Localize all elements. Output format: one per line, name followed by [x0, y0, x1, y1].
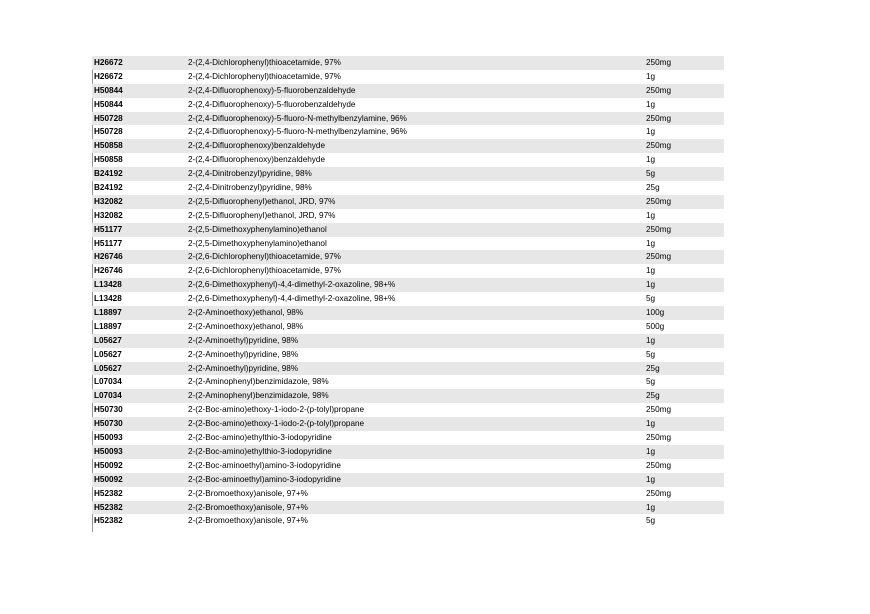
- product-name: 2-(2,4-Difluorophenoxy)-5-fluoro-N-methylbenzylamine, 96%: [188, 113, 407, 123]
- table-row: [92, 334, 724, 348]
- pack-size: 1g: [646, 280, 656, 290]
- product-code: L07034: [94, 391, 122, 401]
- table-row: [92, 320, 724, 334]
- table-row: [92, 237, 724, 251]
- product-name: 2-(2,6-Dimethoxyphenyl)-4,4-dimethyl-2-oxazoline, 98+%: [188, 294, 396, 304]
- table-row: [92, 153, 724, 167]
- product-code: H26672: [94, 71, 123, 81]
- pack-size: 1g: [646, 127, 656, 137]
- table-row: [92, 139, 724, 153]
- table-row: [92, 514, 724, 528]
- product-name: 2-(2-Aminoethyl)pyridine, 98%: [188, 349, 299, 359]
- product-name: 2-(2-Boc-amino)ethoxy-1-iodo-2-(p-tolyl)propane: [188, 405, 365, 415]
- product-name: 2-(2,4-Difluorophenoxy)benzaldehyde: [188, 155, 325, 165]
- product-name: 2-(2-Aminoethyl)pyridine, 98%: [188, 363, 299, 373]
- product-name: 2-(2-Bromoethoxy)anisole, 97+%: [188, 502, 308, 512]
- pack-size: 1g: [646, 502, 656, 512]
- product-code: H50844: [94, 85, 123, 95]
- pack-size: 1g: [646, 155, 656, 165]
- table-row: [92, 292, 724, 306]
- product-name: 2-(2-Boc-amino)ethoxy-1-iodo-2-(p-tolyl)propane: [188, 419, 365, 429]
- table-row: [92, 112, 724, 126]
- table-row: [92, 84, 724, 98]
- product-code: H32082: [94, 210, 123, 220]
- table-row: [92, 417, 724, 431]
- product-name: 2-(2-Boc-amino)ethylthio-3-iodopyridine: [188, 446, 332, 456]
- product-name: 2-(2,6-Dimethoxyphenyl)-4,4-dimethyl-2-oxazoline, 98+%: [188, 280, 396, 290]
- table-row: [92, 459, 724, 473]
- pack-size: 1g: [646, 210, 656, 220]
- pack-size: 250mg: [646, 85, 672, 95]
- product-code: H50844: [94, 99, 123, 109]
- product-name: 2-(2-Aminophenyl)benzimidazole, 98%: [188, 391, 329, 401]
- product-name: 2-(2-Aminoethoxy)ethanol, 98%: [188, 321, 304, 331]
- pack-size: 250mg: [646, 433, 672, 443]
- table-row: [92, 125, 724, 139]
- table-row: [92, 445, 724, 459]
- product-name: 2-(2-Boc-aminoethyl)amino-3-iodopyridine: [188, 474, 341, 484]
- product-name: 2-(2,4-Difluorophenoxy)-5-fluorobenzaldehyde: [188, 85, 356, 95]
- pack-size: 250mg: [646, 488, 672, 498]
- pack-size: 25g: [646, 183, 660, 193]
- pack-size: 1g: [646, 419, 656, 429]
- product-name: 2-(2-Bromoethoxy)anisole, 97+%: [188, 516, 308, 526]
- product-code: H52382: [94, 502, 123, 512]
- product-name: 2-(2,4-Dinitrobenzyl)pyridine, 98%: [188, 183, 312, 193]
- product-name: 2-(2,5-Dimethoxyphenylamino)ethanol: [188, 238, 327, 248]
- pack-size: 250mg: [646, 113, 672, 123]
- product-code: L07034: [94, 377, 122, 387]
- table-row: [92, 223, 724, 237]
- product-code: H26746: [94, 252, 123, 262]
- product-name: 2-(2-Aminophenyl)benzimidazole, 98%: [188, 377, 329, 387]
- table-row: [92, 70, 724, 84]
- product-code: L05627: [94, 349, 122, 359]
- table-row: [92, 473, 724, 487]
- table-row: [92, 264, 724, 278]
- product-code: H50730: [94, 405, 123, 415]
- product-code: H50858: [94, 155, 123, 165]
- table-row: [92, 487, 724, 501]
- product-code: H50728: [94, 127, 123, 137]
- product-name: 2-(2,4-Difluorophenoxy)benzaldehyde: [188, 141, 325, 151]
- product-name: 2-(2,5-Difluorophenyl)ethanol, JRD, 97%: [188, 196, 336, 206]
- product-code: L18897: [94, 308, 122, 318]
- table-row: [92, 501, 724, 515]
- table-row: [92, 403, 724, 417]
- pack-size: 5g: [646, 294, 656, 304]
- product-code: H52382: [94, 516, 123, 526]
- table-row: [92, 195, 724, 209]
- pack-size: 1g: [646, 266, 656, 276]
- product-code: H50730: [94, 419, 123, 429]
- product-name: 2-(2,4-Dinitrobenzyl)pyridine, 98%: [188, 169, 312, 179]
- table-row: [92, 167, 724, 181]
- pack-size: 5g: [646, 516, 656, 526]
- table-row: [92, 431, 724, 445]
- product-table: [92, 56, 724, 528]
- pack-size: 500g: [646, 321, 665, 331]
- pack-size: 5g: [646, 377, 656, 387]
- product-name: 2-(2,6-Dichlorophenyl)thioacetamide, 97%: [188, 252, 341, 262]
- product-code: H26672: [94, 58, 123, 67]
- product-name: 2-(2-Bromoethoxy)anisole, 97+%: [188, 488, 308, 498]
- table-row: [92, 362, 724, 376]
- pack-size: 250mg: [646, 224, 672, 234]
- product-name: 2-(2,4-Difluorophenoxy)-5-fluoro-N-methylbenzylamine, 96%: [188, 127, 407, 137]
- table-row: [92, 278, 724, 292]
- product-code: H50093: [94, 433, 123, 443]
- product-name: 2-(2-Boc-aminoethyl)amino-3-iodopyridine: [188, 460, 341, 470]
- pack-size: 250mg: [646, 252, 672, 262]
- table-row: [92, 98, 724, 112]
- table-row: [92, 209, 724, 223]
- pack-size: 1g: [646, 335, 656, 345]
- product-code: H51177: [94, 224, 123, 234]
- pack-size: 1g: [646, 238, 656, 248]
- table-row: [92, 306, 724, 320]
- pack-size: 250mg: [646, 196, 672, 206]
- pack-size: 250mg: [646, 141, 672, 151]
- product-code: H50092: [94, 474, 123, 484]
- pack-size: 25g: [646, 391, 660, 401]
- product-name: 2-(2-Aminoethoxy)ethanol, 98%: [188, 308, 304, 318]
- pack-size: 1g: [646, 99, 656, 109]
- pack-size: 5g: [646, 169, 656, 179]
- table-row: [92, 56, 724, 70]
- pack-size: 100g: [646, 308, 665, 318]
- product-name: 2-(2,4-Difluorophenoxy)-5-fluorobenzaldehyde: [188, 99, 356, 109]
- product-code: B24192: [94, 183, 123, 193]
- product-name: 2-(2,5-Dimethoxyphenylamino)ethanol: [188, 224, 327, 234]
- product-name: 2-(2,5-Difluorophenyl)ethanol, JRD, 97%: [188, 210, 336, 220]
- product-code: H50092: [94, 460, 123, 470]
- product-code: H32082: [94, 196, 123, 206]
- table-row: [92, 389, 724, 403]
- product-code: H52382: [94, 488, 123, 498]
- pack-size: 1g: [646, 474, 656, 484]
- product-name: 2-(2-Boc-amino)ethylthio-3-iodopyridine: [188, 433, 332, 443]
- pack-size: 1g: [646, 71, 656, 81]
- pack-size: 250mg: [646, 460, 672, 470]
- table-row: [92, 181, 724, 195]
- product-code: H50093: [94, 446, 123, 456]
- product-name: 2-(2,4-Dichlorophenyl)thioacetamide, 97%: [188, 71, 341, 81]
- product-code: H50858: [94, 141, 123, 151]
- product-code: L18897: [94, 321, 122, 331]
- product-code: B24192: [94, 169, 123, 179]
- product-code: H51177: [94, 238, 123, 248]
- product-name: 2-(2-Aminoethyl)pyridine, 98%: [188, 335, 299, 345]
- pack-size: 1g: [646, 446, 656, 456]
- table-row: [92, 250, 724, 264]
- product-code: L13428: [94, 280, 122, 290]
- product-name: 2-(2,6-Dichlorophenyl)thioacetamide, 97%: [188, 266, 341, 276]
- product-code: L13428: [94, 294, 122, 304]
- product-name: 2-(2,4-Dichlorophenyl)thioacetamide, 97%: [188, 58, 341, 67]
- pack-size: 25g: [646, 363, 660, 373]
- product-code: H50728: [94, 113, 123, 123]
- pack-size: 250mg: [646, 405, 672, 415]
- pack-size: 5g: [646, 349, 656, 359]
- product-code: L05627: [94, 363, 122, 373]
- product-code: L05627: [94, 335, 122, 345]
- table-row: [92, 348, 724, 362]
- product-code: H26746: [94, 266, 123, 276]
- table-row: [92, 375, 724, 389]
- pack-size: 250mg: [646, 58, 672, 67]
